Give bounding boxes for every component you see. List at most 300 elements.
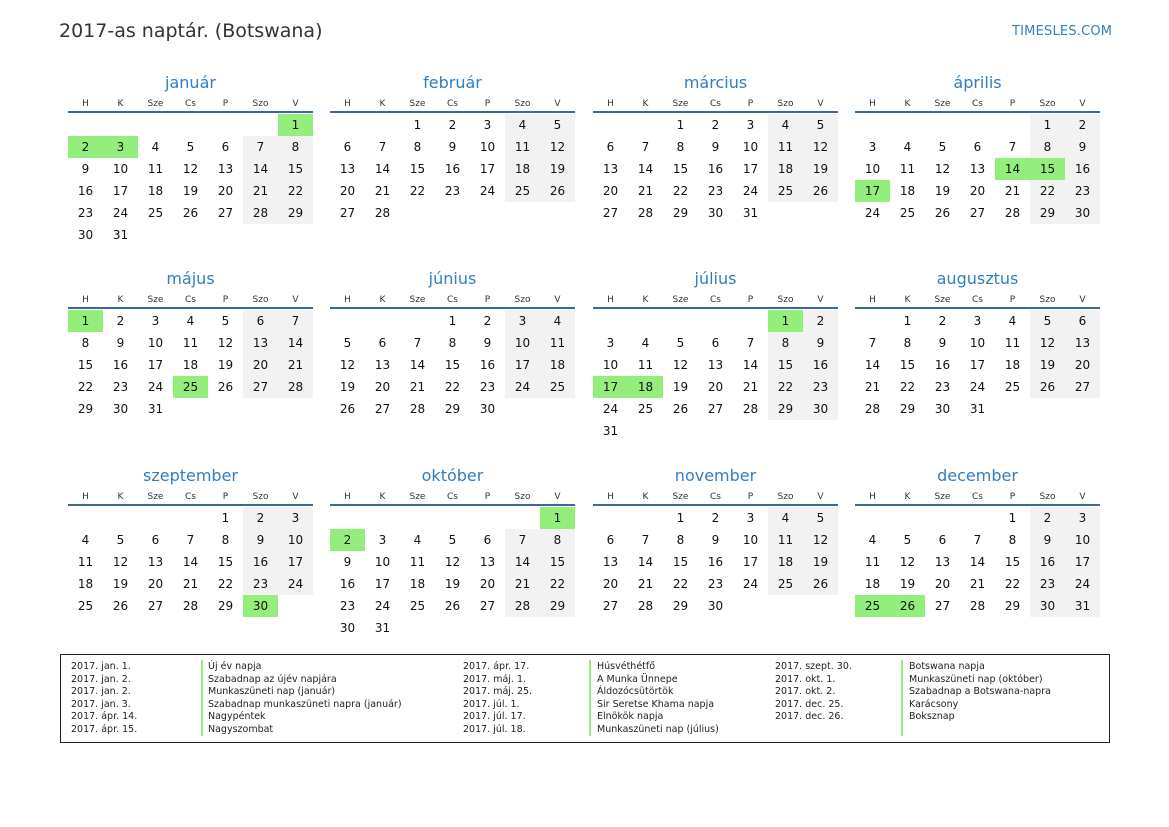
day-cell: 19	[217, 358, 234, 372]
weekday-label: P	[222, 99, 229, 109]
legend-marker	[901, 660, 903, 736]
header-rule	[855, 111, 1100, 113]
day-cell: 4	[868, 533, 877, 547]
day-cell: 29	[1030, 202, 1065, 224]
legend-holiday-name: Új év napja	[208, 661, 262, 672]
day-cell: 27	[1065, 376, 1100, 398]
day-cell: 10	[602, 358, 619, 372]
weekday-label: Sze	[147, 492, 164, 502]
day-cell: 5	[221, 314, 230, 328]
month-name: november	[674, 466, 757, 485]
day-cell: 4	[540, 310, 575, 332]
day-cell: 15	[540, 551, 575, 573]
day-cell: 1	[221, 511, 230, 525]
month-name: július	[694, 269, 737, 288]
day-cell: 22	[672, 184, 689, 198]
day-cell: 6	[973, 140, 982, 154]
day-cell: 30	[112, 402, 129, 416]
weekday-label: H	[869, 295, 876, 305]
day-cell: 11	[637, 358, 654, 372]
day-cell: 27	[243, 376, 278, 398]
day-cell: 22	[444, 380, 461, 394]
day-cell: 8	[81, 336, 90, 350]
day-cell: 29	[672, 206, 689, 220]
day-cell: 14	[409, 358, 426, 372]
day-cell: 22	[899, 380, 916, 394]
month-name: szeptember	[142, 466, 238, 485]
header-rule	[855, 307, 1100, 309]
day-cell: 10	[505, 332, 540, 354]
day-cell: 13	[969, 162, 986, 176]
day-cell: 4	[641, 336, 650, 350]
day-cell: 10	[479, 140, 496, 154]
weekday-label: H	[607, 492, 614, 502]
day-cell: 23	[479, 380, 496, 394]
weekday-label: H	[607, 295, 614, 305]
day-cell: 4	[768, 507, 803, 529]
day-cell: 21	[182, 577, 199, 591]
day-cell: 18	[540, 354, 575, 376]
day-cell: 13	[243, 332, 278, 354]
day-cell: 26	[217, 380, 234, 394]
weekday-label: Sze	[672, 295, 689, 305]
day-cell: 19	[1030, 354, 1065, 376]
day-cell: 5	[903, 533, 912, 547]
day-cell: 5	[1030, 310, 1065, 332]
day-cell: 16	[934, 358, 951, 372]
day-cell: 8	[540, 529, 575, 551]
day-cell: 15	[768, 354, 803, 376]
legend-holiday-name: Húsvéthétfő	[597, 661, 656, 672]
day-cell: 6	[938, 533, 947, 547]
day-cell: 29	[672, 599, 689, 613]
day-cell: 26	[339, 402, 356, 416]
day-cell: 6	[151, 533, 160, 547]
day-cell: 13	[147, 555, 164, 569]
day-cell: 13	[339, 162, 356, 176]
day-cell: 28	[1004, 206, 1021, 220]
day-cell: 9	[1030, 529, 1065, 551]
day-cell: 9	[711, 533, 720, 547]
day-cell: 8	[1030, 136, 1065, 158]
day-cell: 16	[479, 358, 496, 372]
day-cell: 8	[768, 332, 803, 354]
day-cell: 12	[339, 358, 356, 372]
holiday-day-cell: 1	[768, 310, 803, 332]
month-name: október	[421, 466, 484, 485]
legend-dates-col-2	[463, 661, 532, 736]
day-cell: 24	[742, 184, 759, 198]
day-cell: 29	[899, 402, 916, 416]
header-rule	[593, 504, 838, 506]
day-cell: 18	[77, 577, 94, 591]
weekday-label: H	[607, 99, 614, 109]
weekday-label: H	[869, 99, 876, 109]
weekday-label: P	[222, 295, 229, 305]
day-cell: 28	[637, 599, 654, 613]
day-cell: 6	[243, 310, 278, 332]
day-cell: 24	[1065, 573, 1100, 595]
header-rule	[68, 504, 313, 506]
day-cell: 11	[864, 555, 881, 569]
day-cell: 26	[1030, 376, 1065, 398]
weekday-label: H	[869, 492, 876, 502]
legend-date: 2017. máj. 25.	[463, 686, 533, 697]
weekday-label: K	[379, 492, 386, 502]
day-cell: 7	[186, 533, 195, 547]
day-cell: 16	[1030, 551, 1065, 573]
day-cell: 31	[374, 621, 391, 635]
day-cell: 23	[243, 573, 278, 595]
legend-date: 2017. júl. 18.	[463, 723, 526, 735]
legend-holiday-name: Munkaszüneti nap (január)	[208, 686, 336, 697]
header-rule	[593, 307, 838, 309]
weekday-label: K	[904, 492, 911, 502]
day-cell: 30	[1065, 202, 1100, 224]
holiday-day-cell: 1	[540, 507, 575, 529]
day-cell: 3	[483, 118, 492, 132]
day-cell: 28	[505, 595, 540, 617]
weekday-label: Cs	[447, 99, 458, 109]
day-cell: 10	[864, 162, 881, 176]
weekday-label: Sze	[672, 492, 689, 502]
day-cell: 22	[77, 380, 94, 394]
day-cell: 30	[479, 402, 496, 416]
day-cell: 18	[182, 358, 199, 372]
day-cell: 12	[1030, 332, 1065, 354]
weekday-label: Sze	[934, 492, 951, 502]
day-cell: 4	[505, 114, 540, 136]
day-cell: 10	[969, 336, 986, 350]
day-cell: 24	[112, 206, 129, 220]
header-rule	[855, 504, 1100, 506]
day-cell: 23	[339, 599, 356, 613]
day-cell: 28	[182, 599, 199, 613]
day-cell: 22	[1030, 180, 1065, 202]
day-cell: 1	[448, 314, 457, 328]
day-cell: 20	[602, 184, 619, 198]
weekday-label: Szo	[1039, 99, 1056, 109]
day-cell: 13	[1065, 332, 1100, 354]
day-cell: 2	[938, 314, 947, 328]
day-cell: 30	[339, 621, 356, 635]
day-cell: 6	[378, 336, 387, 350]
day-cell: 2	[711, 118, 720, 132]
day-cell: 15	[278, 158, 313, 180]
day-cell: 17	[112, 184, 129, 198]
day-cell: 25	[899, 206, 916, 220]
weekday-label: V	[292, 295, 299, 305]
day-cell: 22	[540, 573, 575, 595]
day-cell: 16	[1065, 158, 1100, 180]
day-cell: 16	[444, 162, 461, 176]
day-cell: 14	[637, 162, 654, 176]
day-cell: 3	[278, 507, 313, 529]
day-cell: 15	[217, 555, 234, 569]
day-cell: 20	[707, 380, 724, 394]
day-cell: 21	[243, 180, 278, 202]
weekday-label: V	[292, 492, 299, 502]
day-cell: 27	[217, 206, 234, 220]
day-cell: 31	[1065, 595, 1100, 617]
day-cell: 31	[147, 402, 164, 416]
weekday-label: Cs	[185, 99, 196, 109]
day-cell: 3	[746, 511, 755, 525]
day-cell: 22	[217, 577, 234, 591]
holiday-day-cell: 17	[593, 376, 628, 398]
legend-holiday-name: Munkaszüneti nap (október)	[909, 673, 1043, 685]
day-cell: 26	[182, 206, 199, 220]
day-cell: 1	[676, 118, 685, 132]
day-cell: 15	[672, 555, 689, 569]
day-cell: 28	[637, 206, 654, 220]
day-cell: 29	[278, 202, 313, 224]
weekday-label: K	[117, 492, 124, 502]
day-cell: 8	[1008, 533, 1017, 547]
holiday-legend	[60, 654, 1110, 743]
holiday-day-cell: 25	[855, 595, 890, 617]
holiday-day-cell: 18	[628, 376, 663, 398]
day-cell: 10	[742, 533, 759, 547]
day-cell: 6	[343, 140, 352, 154]
weekday-label: P	[484, 492, 491, 502]
day-cell: 2	[448, 118, 457, 132]
day-cell: 17	[742, 162, 759, 176]
brand-link[interactable]: TIMESLES.COM	[1012, 24, 1113, 39]
day-cell: 24	[864, 206, 881, 220]
header-rule	[68, 307, 313, 309]
day-cell: 19	[803, 158, 838, 180]
day-cell: 4	[1008, 314, 1017, 328]
day-cell: 2	[1030, 507, 1065, 529]
day-cell: 28	[409, 402, 426, 416]
day-cell: 16	[243, 551, 278, 573]
legend-date: 2017. dec. 25.	[775, 698, 844, 710]
day-cell: 15	[409, 162, 426, 176]
day-cell: 18	[409, 577, 426, 591]
day-cell: 16	[77, 184, 94, 198]
day-cell: 7	[641, 533, 650, 547]
weekday-label: Szo	[1039, 492, 1056, 502]
legend-holiday-name: Szabadnap az újév napjára	[208, 673, 337, 685]
day-cell: 7	[641, 140, 650, 154]
day-cell: 3	[1065, 507, 1100, 529]
day-cell: 6	[1065, 310, 1100, 332]
legend-date: 2017. okt. 2.	[775, 686, 836, 697]
day-cell: 10	[1065, 529, 1100, 551]
weekday-label: Szo	[777, 492, 794, 502]
weekday-label: Szo	[514, 99, 531, 109]
day-cell: 12	[934, 162, 951, 176]
holiday-day-cell: 2	[68, 136, 103, 158]
day-cell: 27	[602, 599, 619, 613]
day-cell: 24	[147, 380, 164, 394]
day-cell: 24	[479, 184, 496, 198]
day-cell: 14	[182, 555, 199, 569]
day-cell: 13	[374, 358, 391, 372]
legend-date: 2017. szept. 30.	[775, 661, 852, 672]
day-cell: 21	[742, 380, 759, 394]
day-cell: 11	[1004, 336, 1021, 350]
legend-holiday-name: Munkaszüneti nap (július)	[597, 723, 719, 735]
legend-holiday-name: Elnökök napja	[597, 711, 664, 722]
holiday-day-cell: 17	[855, 180, 890, 202]
day-cell: 28	[278, 376, 313, 398]
day-cell: 22	[409, 184, 426, 198]
day-cell: 30	[77, 228, 94, 242]
day-cell: 20	[217, 184, 234, 198]
day-cell: 14	[374, 162, 391, 176]
weekday-label: Szo	[777, 99, 794, 109]
day-cell: 20	[147, 577, 164, 591]
day-cell: 9	[803, 332, 838, 354]
day-cell: 20	[1065, 354, 1100, 376]
day-cell: 8	[676, 533, 685, 547]
weekday-label: Cs	[710, 295, 721, 305]
day-cell: 10	[147, 336, 164, 350]
weekday-label: V	[817, 99, 824, 109]
day-cell: 10	[278, 529, 313, 551]
day-cell: 4	[186, 314, 195, 328]
page-title: 2017-as naptár. (Botswana)	[59, 20, 323, 42]
day-cell: 25	[77, 599, 94, 613]
weekday-label: H	[344, 99, 351, 109]
day-cell: 7	[746, 336, 755, 350]
weekday-label: Cs	[972, 99, 983, 109]
day-cell: 21	[505, 573, 540, 595]
day-cell: 17	[1065, 551, 1100, 573]
legend-holiday-name: Szabadnap munkaszüneti napra (január)	[208, 698, 402, 710]
day-cell: 30	[707, 599, 724, 613]
day-cell: 19	[339, 380, 356, 394]
weekday-label: V	[554, 295, 561, 305]
day-cell: 9	[938, 336, 947, 350]
day-cell: 26	[444, 599, 461, 613]
day-cell: 19	[934, 184, 951, 198]
day-cell: 5	[938, 140, 947, 154]
day-cell: 18	[147, 184, 164, 198]
day-cell: 28	[243, 202, 278, 224]
day-cell: 18	[768, 551, 803, 573]
day-cell: 1	[413, 118, 422, 132]
holiday-day-cell: 3	[103, 136, 138, 158]
weekday-label: K	[904, 99, 911, 109]
day-cell: 21	[374, 184, 391, 198]
day-cell: 20	[374, 380, 391, 394]
day-cell: 13	[217, 162, 234, 176]
weekday-label: Cs	[447, 492, 458, 502]
day-cell: 6	[711, 336, 720, 350]
day-cell: 15	[899, 358, 916, 372]
day-cell: 26	[934, 206, 951, 220]
day-cell: 28	[864, 402, 881, 416]
weekday-label: H	[82, 99, 89, 109]
day-cell: 5	[803, 114, 838, 136]
day-cell: 21	[864, 380, 881, 394]
day-cell: 27	[707, 402, 724, 416]
weekday-label: P	[747, 295, 754, 305]
day-cell: 17	[505, 354, 540, 376]
legend-date: 2017. júl. 17.	[463, 711, 526, 722]
day-cell: 17	[742, 555, 759, 569]
day-cell: 14	[278, 332, 313, 354]
holiday-day-cell: 30	[243, 595, 278, 617]
weekday-label: Cs	[972, 492, 983, 502]
legend-holiday-name: Nagyszombat	[208, 723, 274, 735]
day-cell: 16	[339, 577, 356, 591]
day-cell: 16	[112, 358, 129, 372]
day-cell: 29	[540, 595, 575, 617]
day-cell: 9	[343, 555, 352, 569]
day-cell: 21	[1004, 184, 1021, 198]
weekday-label: P	[484, 295, 491, 305]
weekday-label: Sze	[934, 99, 951, 109]
weekday-label: P	[222, 492, 229, 502]
day-cell: 23	[1065, 180, 1100, 202]
legend-date: 2017. júl. 1.	[463, 698, 520, 710]
day-cell: 12	[803, 136, 838, 158]
legend-date: 2017. ápr. 15.	[71, 723, 138, 735]
day-cell: 25	[1004, 380, 1021, 394]
day-cell: 12	[444, 555, 461, 569]
day-cell: 7	[378, 140, 387, 154]
day-cell: 10	[742, 140, 759, 154]
day-cell: 21	[409, 380, 426, 394]
day-cell: 24	[505, 376, 540, 398]
day-cell: 7	[973, 533, 982, 547]
day-cell: 3	[505, 310, 540, 332]
day-cell: 10	[112, 162, 129, 176]
day-cell: 22	[672, 577, 689, 591]
legend-holiday-name: A Munka Ünnepe	[597, 673, 678, 685]
weekday-label: P	[1009, 295, 1016, 305]
day-cell: 26	[540, 180, 575, 202]
day-cell: 25	[147, 206, 164, 220]
day-cell: 21	[637, 184, 654, 198]
weekday-label: V	[817, 492, 824, 502]
day-cell: 12	[899, 555, 916, 569]
day-cell: 20	[934, 577, 951, 591]
day-cell: 26	[112, 599, 129, 613]
day-cell: 11	[768, 529, 803, 551]
weekday-label: Cs	[185, 295, 196, 305]
day-cell: 11	[540, 332, 575, 354]
day-cell: 27	[934, 599, 951, 613]
weekday-label: K	[117, 99, 124, 109]
legend-date: 2017. ápr. 17.	[463, 661, 530, 672]
day-cell: 16	[707, 162, 724, 176]
weekday-label: Sze	[409, 492, 426, 502]
day-cell: 5	[676, 336, 685, 350]
legend-marker	[201, 660, 203, 736]
day-cell: 27	[374, 402, 391, 416]
weekday-label: K	[379, 99, 386, 109]
day-cell: 8	[278, 136, 313, 158]
weekday-label: Cs	[185, 492, 196, 502]
legend-date: 2017. jan. 1.	[71, 661, 131, 672]
day-cell: 8	[413, 140, 422, 154]
day-cell: 23	[803, 376, 838, 398]
day-cell: 27	[147, 599, 164, 613]
weekday-label: K	[642, 99, 649, 109]
day-cell: 12	[540, 136, 575, 158]
day-cell: 19	[803, 551, 838, 573]
weekday-label: Szo	[514, 295, 531, 305]
weekday-label: Sze	[147, 295, 164, 305]
day-cell: 1	[903, 314, 912, 328]
day-cell: 22	[768, 376, 803, 398]
day-cell: 15	[444, 358, 461, 372]
